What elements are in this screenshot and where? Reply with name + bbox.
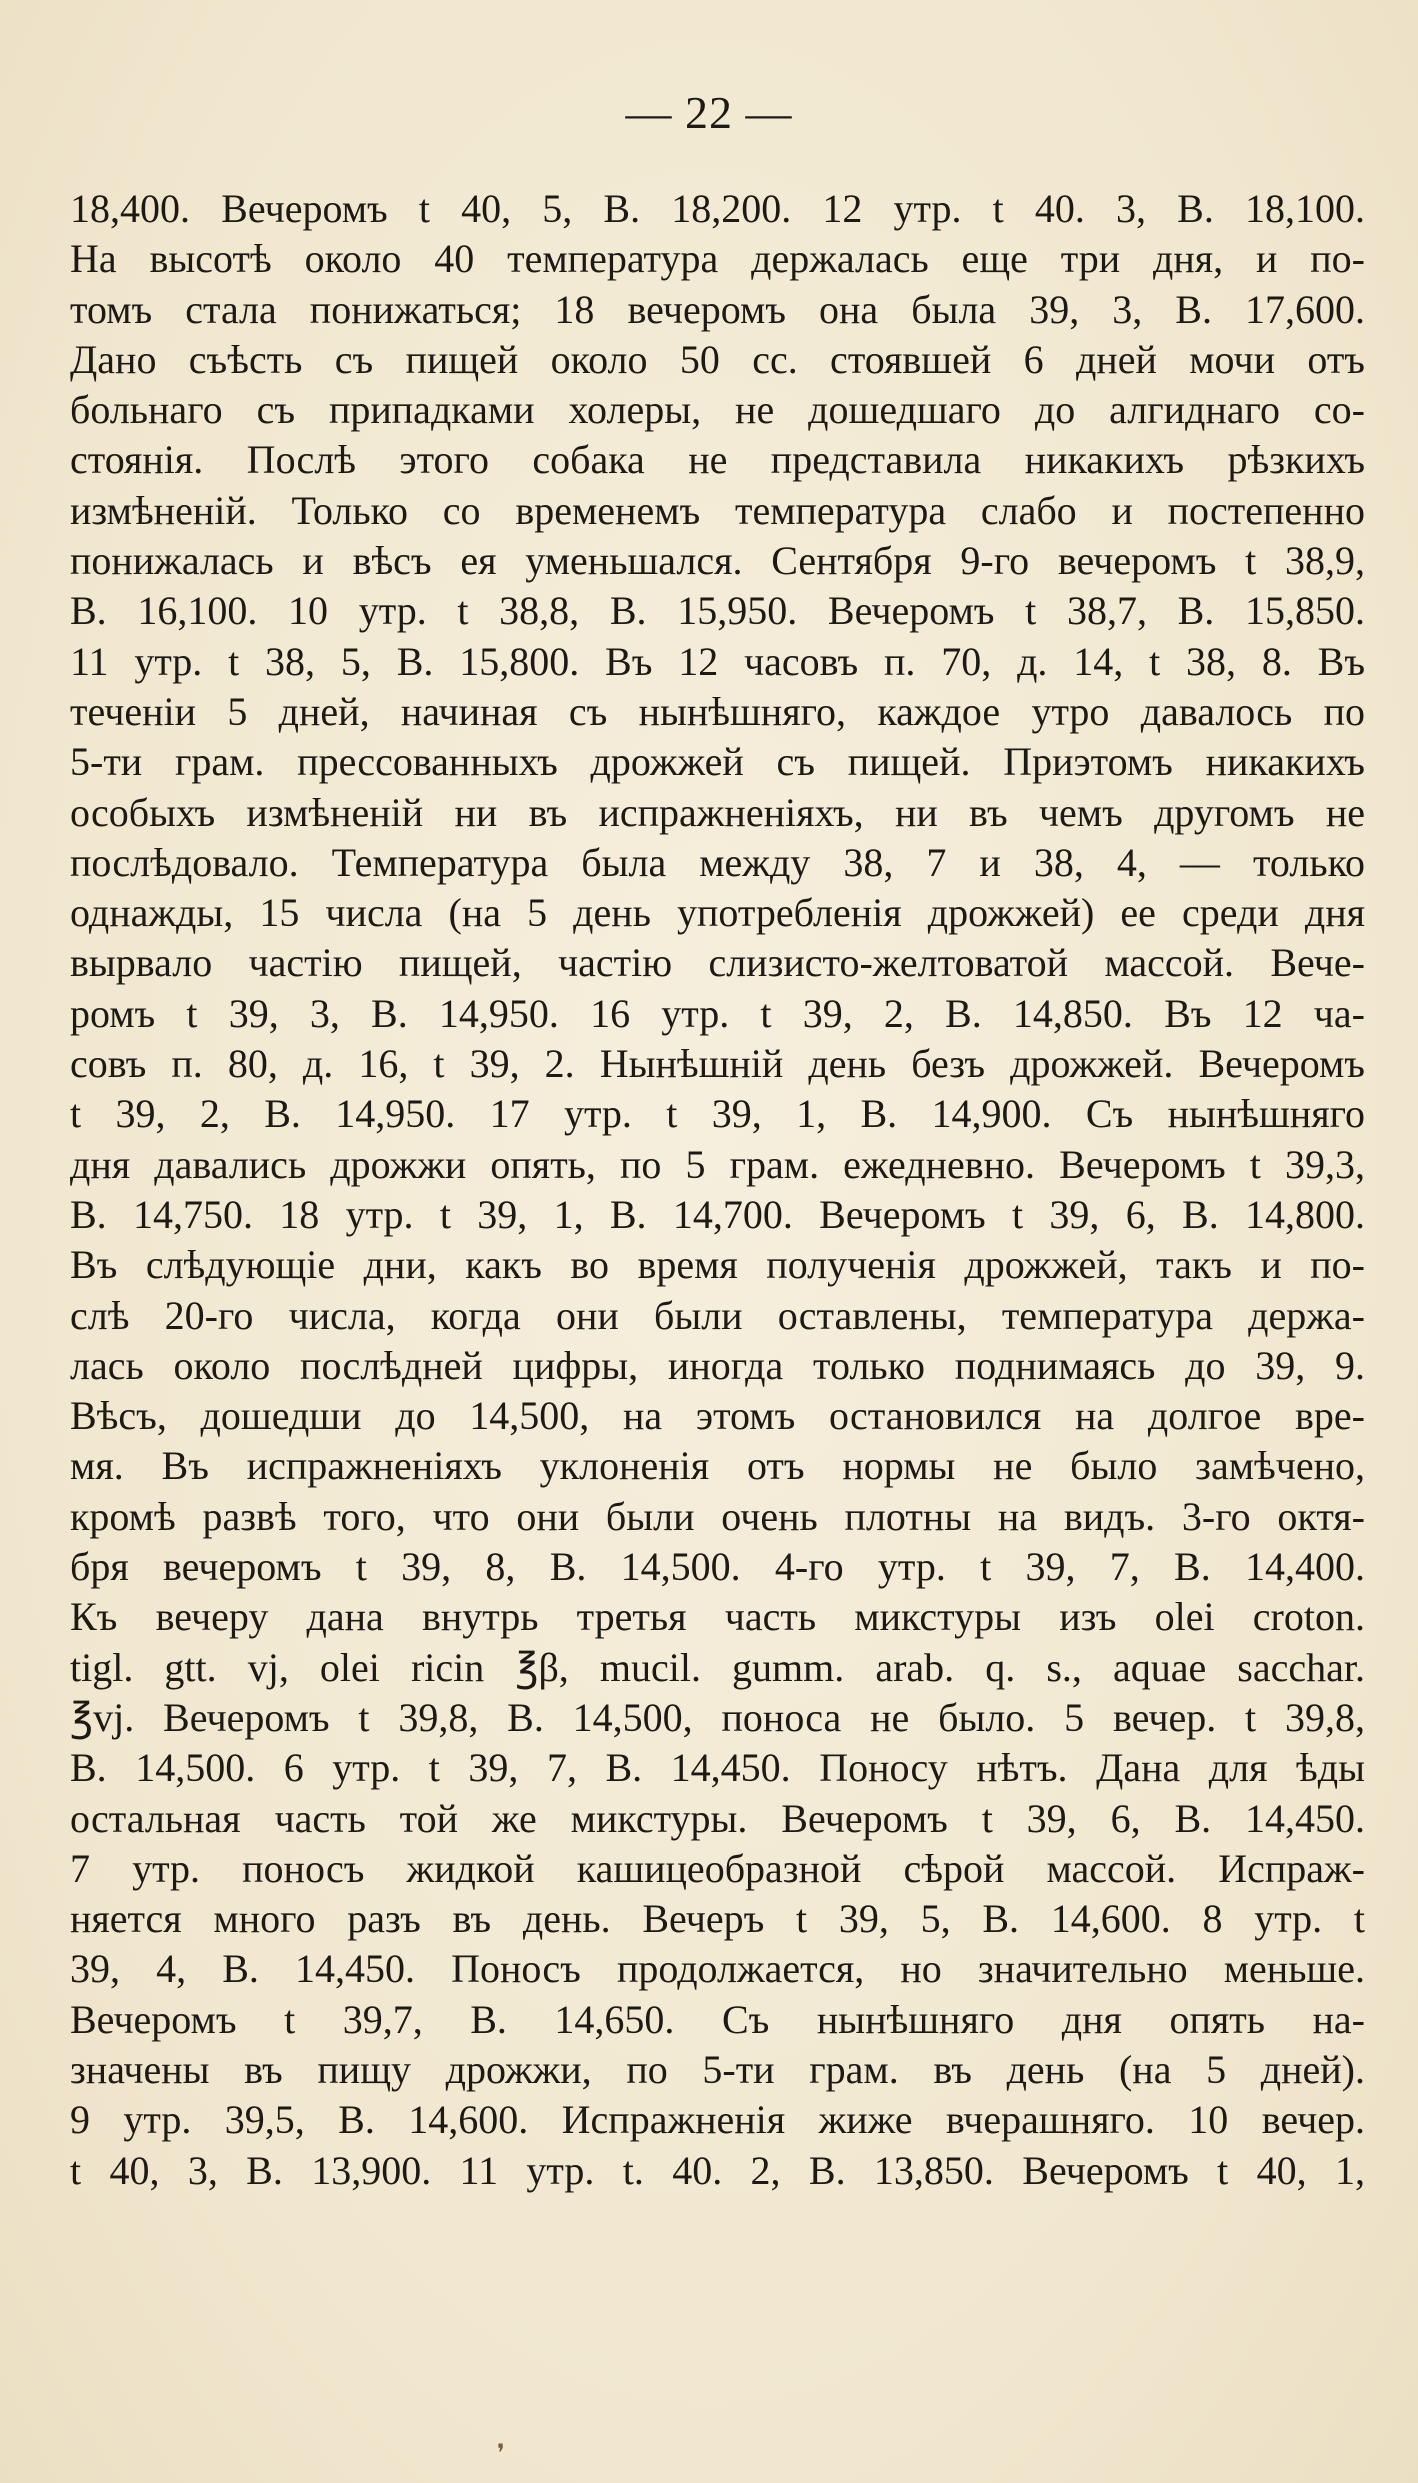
text-line: няется много разъ въ день. Вечеръ t 39, 5, В. 14,600. 8 утр. t <box>70 1896 1365 1942</box>
text-line: особыхъ измѣненій ни въ испражненіяхъ, ни въ чемъ другомъ не <box>70 789 1365 835</box>
ink-mark: ❜ <box>497 2441 505 2467</box>
text-line: больнаго съ припадками холеры, не дошедшаго до алгиднаго со- <box>70 387 1365 433</box>
text-line: совъ п. 80, д. 16, t 39, 2. Нынѣшній день безъ дрожжей. Вечеромъ <box>70 1041 1365 1087</box>
text-line: мя. Въ испражненіяхъ уклоненія отъ нормы не было замѣчено, <box>70 1443 1365 1489</box>
text-line: однажды, 15 числа (на 5 день употребленія дрожжей) ее среди дня <box>70 890 1365 936</box>
text-line: Вѣсъ, дошедши до 14,500, на этомъ остановился на долгое вре- <box>70 1393 1365 1439</box>
text-line: понижалась и вѣсъ ея уменьшался. Сентября 9-го вечеромъ t 38,9, <box>70 538 1365 584</box>
text-line: ромъ t 39, 3, В. 14,950. 16 утр. t 39, 2, В. 14,850. Въ 12 ча- <box>70 990 1365 1036</box>
text-line: вырвало частію пищей, частію слизисто-желтоватой массой. Вече- <box>70 940 1365 986</box>
text-line: бря вечеромъ t 39, 8, В. 14,500. 4-го утр. t 39, 7, В. 14,400. <box>70 1544 1365 1590</box>
text-line: 39, 4, В. 14,450. Поносъ продолжается, но значительно меньше. <box>70 1946 1365 1992</box>
text-line: 7 утр. поносъ жидкой кашицеобразной сѣрой массой. Испраж- <box>70 1845 1365 1891</box>
text-line: слѣ 20-го числа, когда они были оставлены, температура держа- <box>70 1292 1365 1338</box>
text-line: Вечеромъ t 39,7, В. 14,650. Съ нынѣшняго дня опять на- <box>70 1996 1365 2042</box>
text-line: 5-ти грам. прессованныхъ дрожжей съ пищей. Приэтомъ никакихъ <box>70 739 1365 785</box>
text-line: значены въ пищу дрожжи, по 5-ти грам. въ день (на 5 дней). <box>70 2046 1365 2092</box>
text-line: послѣдовало. Температура была между 38, 7 и 38, 4, — только <box>70 839 1365 885</box>
body-text <box>70 184 1365 2196</box>
text-line: теченіи 5 дней, начиная съ нынѣшняго, каждое утро давалось по <box>70 688 1365 734</box>
text-line: t 39, 2, В. 14,950. 17 утр. t 39, 1, В. 14,900. Съ нынѣшняго <box>70 1091 1365 1137</box>
text-line: томъ стала понижаться; 18 вечеромъ она была 39, 3, В. 17,600. <box>70 286 1365 332</box>
text-line: tigl. gtt. vj, olei ricin ℥β, mucil. gumm. arab. q. s., aquae sacchar. <box>70 1644 1365 1690</box>
text-line: В. 14,750. 18 утр. t 39, 1, В. 14,700. Вечеромъ t 39, 6, В. 14,800. <box>70 1191 1365 1237</box>
text-line: В. 16,100. 10 утр. t 38,8, В. 15,950. Вечеромъ t 38,7, В. 15,850. <box>70 588 1365 634</box>
text-line: остальная часть той же микстуры. Вечеромъ t 39, 6, В. 14,450. <box>70 1795 1365 1841</box>
text-line: 11 утр. t 38, 5, В. 15,800. Въ 12 часовъ п. 70, д. 14, t 38, 8. Въ <box>70 638 1365 684</box>
text-line: t 40, 3, В. 13,900. 11 утр. t. 40. 2, В. 13,850. Вечеромъ t 40, 1, <box>70 2147 1365 2193</box>
text-line: лась около послѣдней цифры, иногда только поднимаясь до 39, 9. <box>70 1342 1365 1388</box>
text-line: В. 14,500. 6 утр. t 39, 7, В. 14,450. Поносу нѣтъ. Дана для ѣды <box>70 1745 1365 1791</box>
text-line: кромѣ развѣ того, что они были очень плотны на видъ. 3-го октя- <box>70 1493 1365 1539</box>
text-line: стоянія. Послѣ этого собака не представила никакихъ рѣзкихъ <box>70 437 1365 483</box>
text-line: дня давались дрожжи опять, по 5 грам. ежедневно. Вечеромъ t 39,3, <box>70 1141 1365 1187</box>
text-line: ℥vj. Вечеромъ t 39,8, В. 14,500, поноса не было. 5 вечер. t 39,8, <box>70 1694 1365 1740</box>
text-line: 18,400. Вечеромъ t 40, 5, В. 18,200. 12 утр. t 40. 3, В. 18,100. <box>70 186 1365 231</box>
text-line: Дано съѣсть съ пищей около 50 сс. стоявшей 6 дней мочи отъ <box>70 336 1365 382</box>
text-line: Въ слѣдующіе дни, какъ во время полученія дрожжей, такъ и по- <box>70 1242 1365 1288</box>
text-line: измѣненій. Только со временемъ температура слабо и постепенно <box>70 487 1365 533</box>
text-line: 9 утр. 39,5, В. 14,600. Испражненія жиже вчерашняго. 10 вечер. <box>70 2097 1365 2143</box>
text-line: На высотѣ около 40 температура держалась еще три дня, и по- <box>70 236 1365 282</box>
text-line: Къ вечеру дана внутрь третья часть микстуры изъ olei croton. <box>70 1594 1365 1640</box>
page-number: — 22 — <box>625 87 793 138</box>
